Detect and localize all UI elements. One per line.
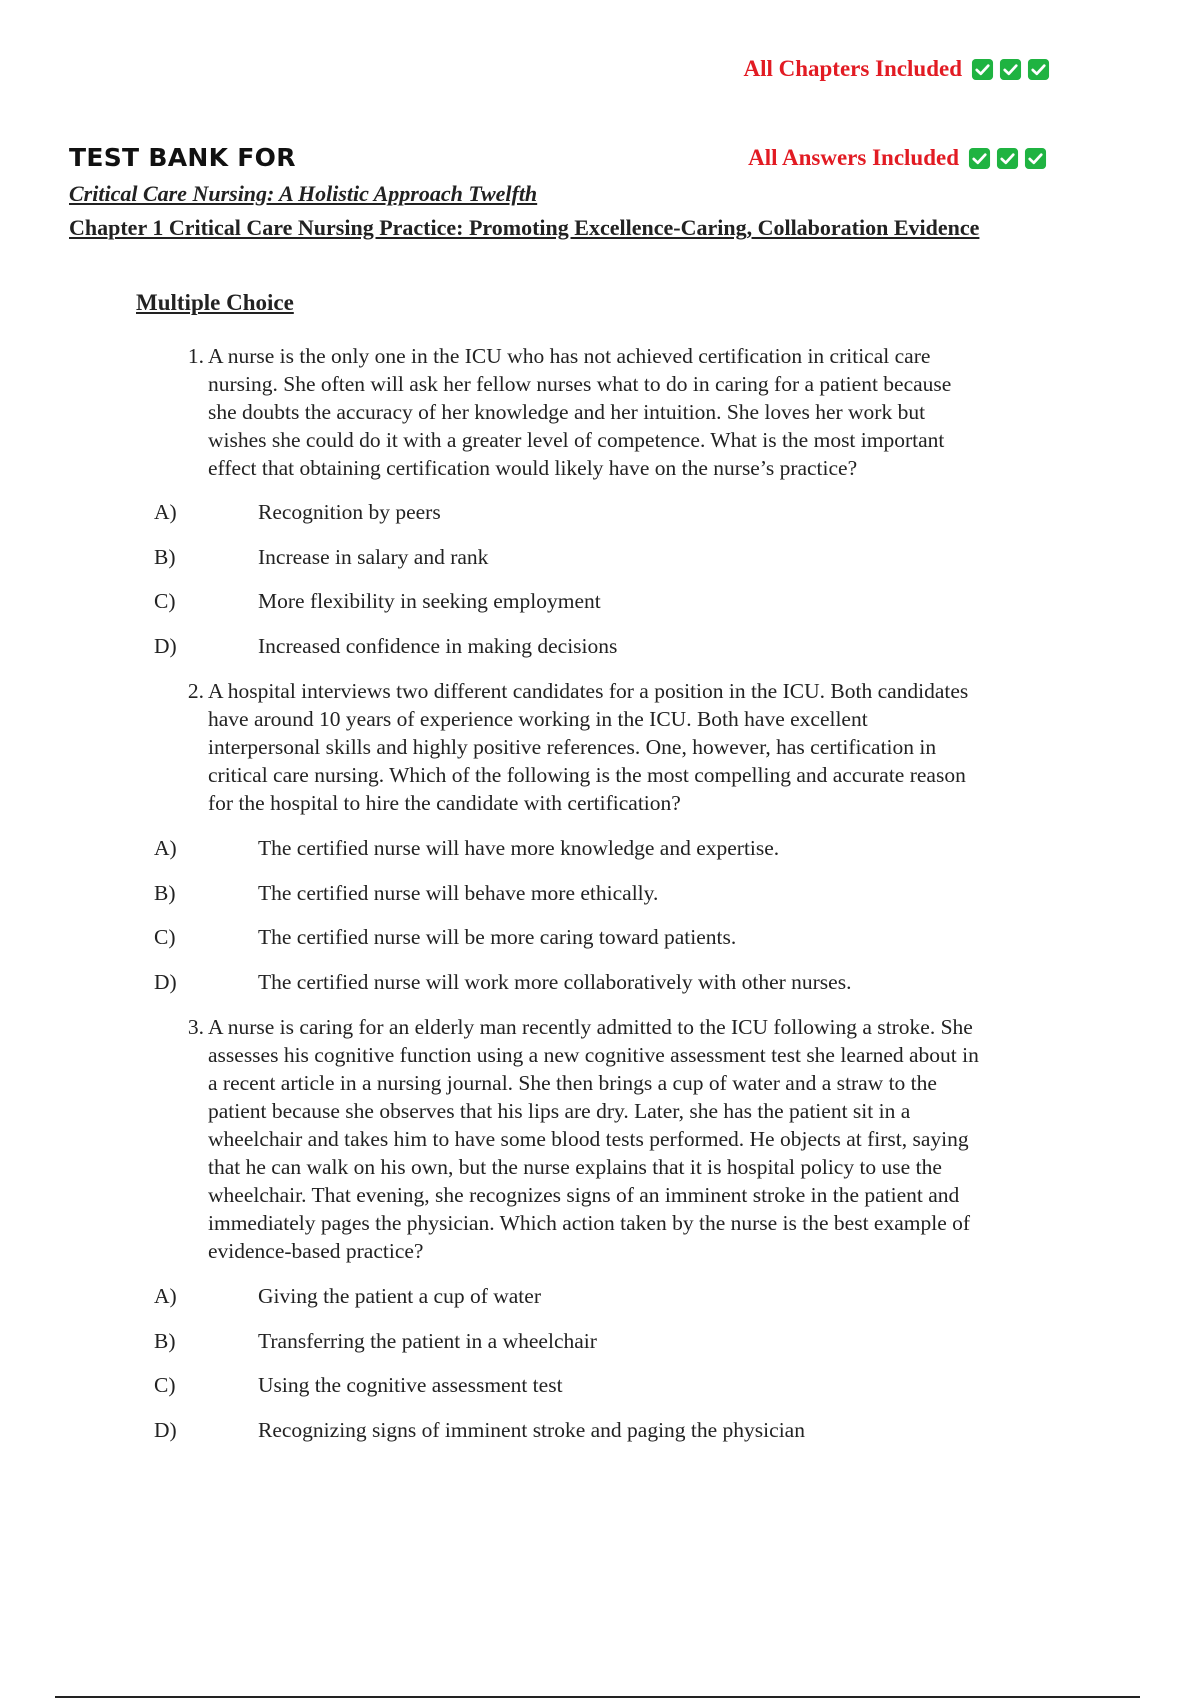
section-heading: Multiple Choice <box>136 290 294 315</box>
option-text: Using the cognitive assessment test <box>258 1373 563 1397</box>
question-stem <box>208 1013 1080 1265</box>
question-line: critical care nursing. Which of the following is the most compelling and accurate reason <box>208 763 966 787</box>
question-line: wishes she could do it with a greater level of competence. What is the most important <box>208 428 945 452</box>
answer-option <box>154 632 1104 660</box>
answer-option <box>154 879 1104 907</box>
question-stem <box>208 342 1080 482</box>
option-letter: B) <box>154 881 176 905</box>
option-letter: A) <box>154 836 177 860</box>
test-bank-title: TEST BANK FOR <box>69 143 296 172</box>
question-number: 2. <box>187 679 204 703</box>
question-line: wheelchair and takes him to have some blood tests performed. He objects at first, saying <box>208 1127 969 1151</box>
option-letter: C) <box>154 589 176 613</box>
option-text: Recognizing signs of imminent stroke and paging the physician <box>258 1418 805 1442</box>
answer-option <box>154 543 1104 571</box>
answer-option <box>154 834 1104 862</box>
option-text: Transferring the patient in a wheelchair <box>258 1329 597 1353</box>
answer-option <box>154 498 1104 526</box>
option-text: Increased confidence in making decisions <box>258 634 618 658</box>
question-line: patient because she observes that his lips are dry. Later, she has the patient sit in a <box>208 1099 911 1123</box>
question-line: interpersonal skills and highly positive references. One, however, has certification in <box>208 735 937 759</box>
answer-option <box>154 1327 1104 1355</box>
bottom-divider <box>55 1696 1140 1698</box>
checkmark-icon <box>996 147 1019 170</box>
question-line: nursing. She often will ask her fellow nurses what to do in caring for a patient because <box>208 372 952 396</box>
answer-option <box>154 1416 1104 1444</box>
chapter-title: Chapter 1 Critical Care Nursing Practice: Promoting Excellence-Caring, Collaboration Evidence <box>69 215 980 240</box>
option-text: The certified nurse will be more caring toward patients. <box>258 925 737 949</box>
question-line: A hospital interviews two different candidates for a position in the ICU. Both candidates <box>208 679 969 703</box>
option-letter: A) <box>154 1284 177 1308</box>
question-line: wheelchair. That evening, she recognizes signs of an imminent stroke in the patient and <box>208 1183 960 1207</box>
option-text: More flexibility in seeking employment <box>258 589 601 613</box>
chapters-included-label: All Chapters Included <box>743 56 962 81</box>
question-line: that he can walk on his own, but the nurse explains that it is hospital policy to use the <box>208 1155 942 1179</box>
answers-included-label: All Answers Included <box>748 145 959 170</box>
question-line: a recent article in a nursing journal. She then brings a cup of water and a straw to the <box>208 1071 937 1095</box>
option-letter: B) <box>154 1329 176 1353</box>
book-title: Critical Care Nursing: A Holistic Approach Twelfth <box>69 181 538 206</box>
question-number: 1. <box>187 344 204 368</box>
checkmark-icon <box>1024 147 1047 170</box>
option-letter: C) <box>154 925 176 949</box>
question-line: assesses his cognitive function using a new cognitive assessment test she learned about in <box>208 1043 979 1067</box>
option-letter: B) <box>154 545 176 569</box>
checkmark-icon <box>999 58 1022 81</box>
question-3 <box>160 1013 1080 1265</box>
option-text: Recognition by peers <box>258 500 441 524</box>
answer-option <box>154 968 1104 996</box>
option-letter: D) <box>154 1418 177 1442</box>
question-line: for the hospital to hire the candidate with certification? <box>208 791 681 815</box>
question-line: she doubts the accuracy of her knowledge and her intuition. She loves her work but <box>208 400 926 424</box>
chapters-included-badge <box>743 56 1050 82</box>
question-line: A nurse is caring for an elderly man recently admitted to the ICU following a stroke. She <box>208 1015 973 1039</box>
question-line: immediately pages the physician. Which action taken by the nurse is the best example of <box>208 1211 971 1235</box>
question-stem <box>208 677 1080 817</box>
answer-option <box>154 1282 1104 1310</box>
question-line: evidence-based practice? <box>208 1239 424 1263</box>
option-text: Giving the patient a cup of water <box>258 1284 541 1308</box>
question-line: have around 10 years of experience working in the ICU. Both have excellent <box>208 707 868 731</box>
answers-included-badge <box>748 145 1047 171</box>
question-2 <box>160 677 1080 817</box>
question-line: A nurse is the only one in the ICU who has not achieved certification in critical care <box>208 344 931 368</box>
option-text: The certified nurse will behave more ethically. <box>258 881 659 905</box>
option-letter: C) <box>154 1373 176 1397</box>
question-number: 3. <box>187 1015 204 1039</box>
option-text: Increase in salary and rank <box>258 545 489 569</box>
answer-option <box>154 1371 1104 1399</box>
checkmark-icon <box>971 58 994 81</box>
answer-option <box>154 923 1104 951</box>
option-text: The certified nurse will have more knowledge and expertise. <box>258 836 780 860</box>
option-letter: D) <box>154 970 177 994</box>
question-1 <box>160 342 1080 482</box>
question-line: effect that obtaining certification would likely have on the nurse’s practice? <box>208 456 858 480</box>
answer-option <box>154 587 1104 615</box>
option-text: The certified nurse will work more collaboratively with other nurses. <box>258 970 852 994</box>
option-letter: D) <box>154 634 177 658</box>
option-letter: A) <box>154 500 177 524</box>
checkmark-icon <box>968 147 991 170</box>
checkmark-icon <box>1027 58 1050 81</box>
